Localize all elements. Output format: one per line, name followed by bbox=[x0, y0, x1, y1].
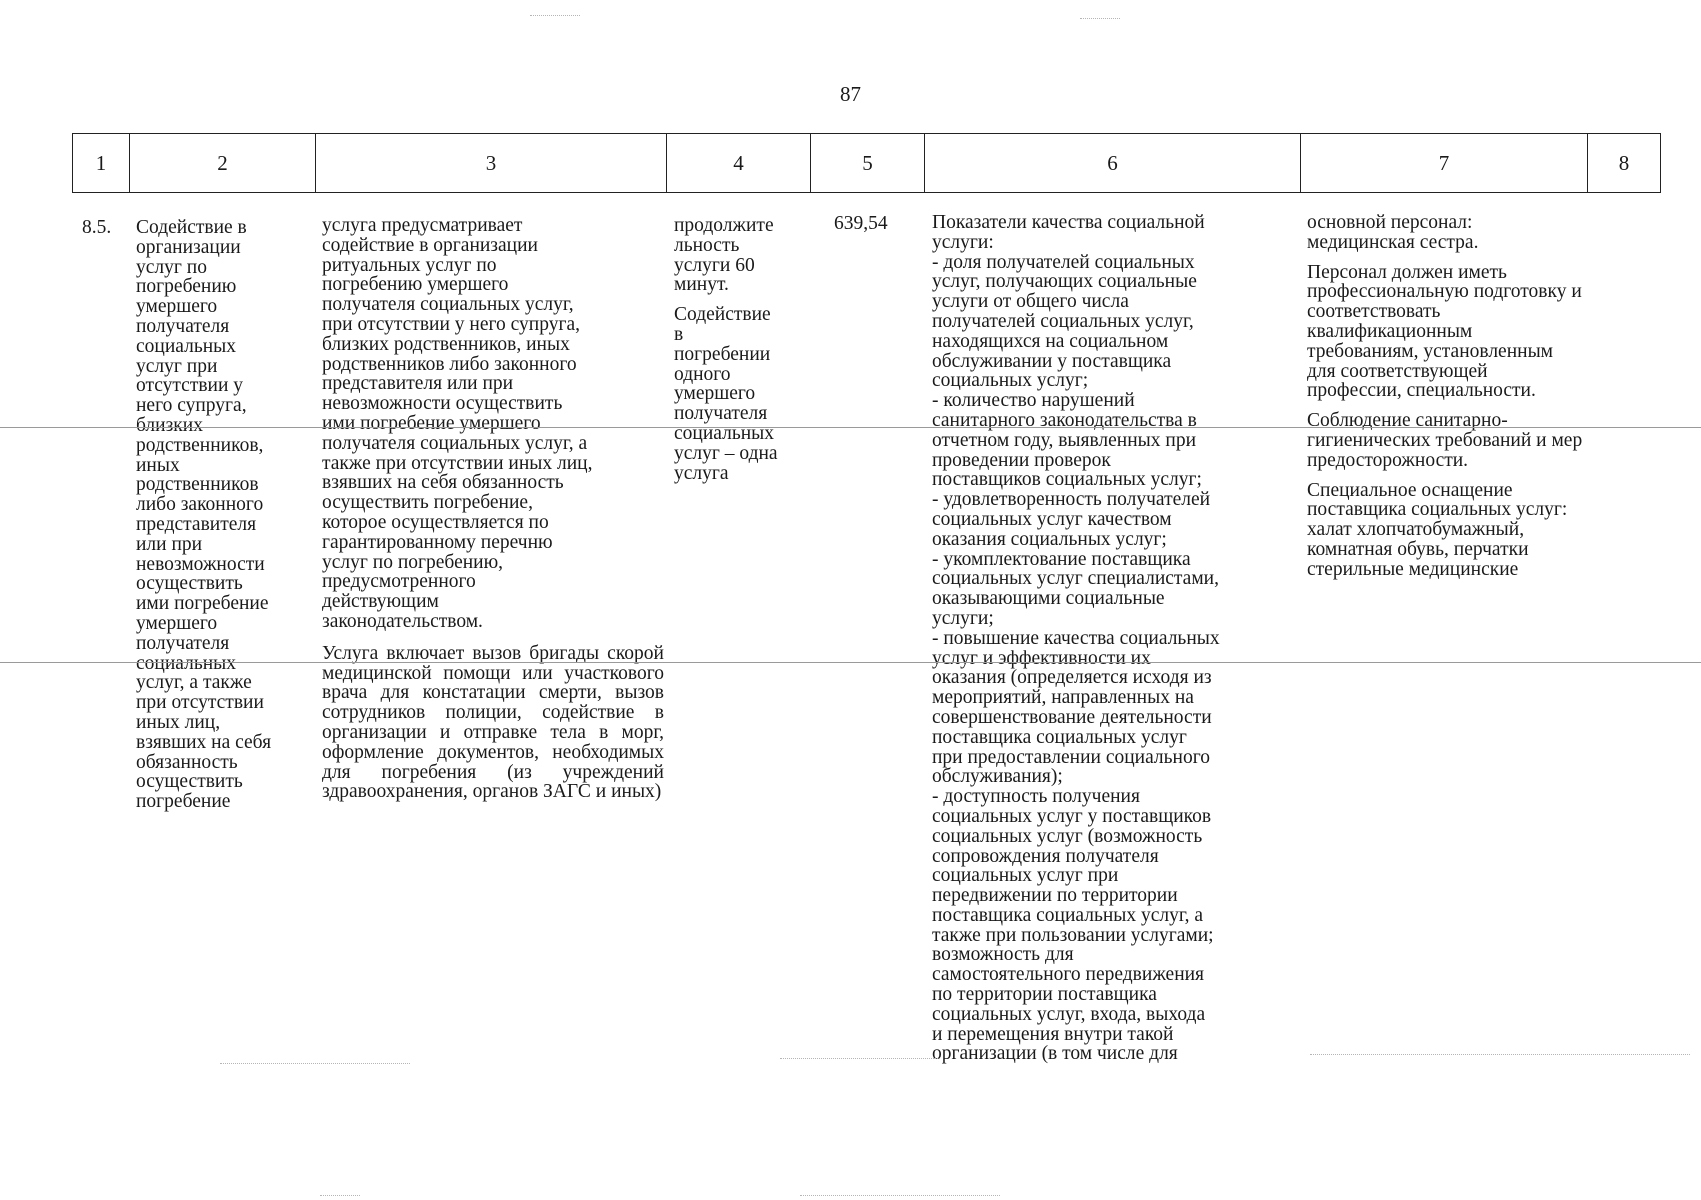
column-number-7: 7 bbox=[1301, 134, 1588, 193]
service-description-includes: Услуга включает вызов бригады скорой медицинской помощи или участкового врача для констатации смерти, вызов сотрудников полиции, содействие в организации и отправке тела в морг, оформление документов, необходимых для погребения (из учреждений здравоохранения, органов ЗАГС и иных) bbox=[322, 642, 664, 803]
table-header-row bbox=[72, 133, 1661, 193]
column-number-1: 1 bbox=[73, 134, 130, 193]
scan-speck bbox=[800, 1195, 1000, 1196]
service-description: услуга предусматривает содействие в организации ритуальных услуг по погребению умершего получателя социальных услуг, при отсутствии у него супруга, близких родственников, иных родственников либо законного представителя или при невозможности осуществить ими погребение умершего получателя социальных услуг, а также при отсутствии иных лиц, взявших на себя обязанность осуществить погребение, которое осуществляется по гарантированному перечню услуг по погребению, предусмотренного действующим законодательством. bbox=[322, 215, 593, 632]
column-number-5: 5 bbox=[811, 134, 925, 193]
scan-speck bbox=[1310, 1054, 1690, 1055]
service-description-cell bbox=[322, 216, 667, 812]
column-number-3: 3 bbox=[316, 134, 667, 193]
conditions-equipment: Специальное оснащение поставщика социальных услуг: халат хлопчатобумажный, комнатная обувь, перчатки стерильные медицинские bbox=[1307, 479, 1568, 580]
column-number-6: 6 bbox=[925, 134, 1301, 193]
scan-speck bbox=[220, 1063, 410, 1064]
conditions-staff: основной персонал: медицинская сестра. bbox=[1307, 212, 1479, 253]
column-number-4: 4 bbox=[667, 134, 811, 193]
service-name: Содействие в организации услуг по погребению умершего получателя социальных услуг при отсутствии у него супруга, близких родственников, иных родственников либо законного представителя или при невозможности осуществить ими погребение умершего получателя социальных услуг, а также при отсутствии иных лиц, взявших на себя обязанность осуществить погребение bbox=[136, 217, 272, 813]
column-number-2: 2 bbox=[130, 134, 316, 193]
row-number: 8.5. bbox=[82, 217, 112, 238]
service-volume: Содействие в погребении одного умершего получателя социальных услуг – одна услуга bbox=[674, 304, 778, 484]
scan-line-artifact bbox=[0, 662, 1701, 663]
service-conditions-cell bbox=[1307, 213, 1585, 590]
service-price: 639,54 bbox=[834, 213, 888, 234]
service-duration: продолжите льность услуги 60 минут. bbox=[674, 215, 774, 296]
quality-indicators-cell bbox=[932, 213, 1304, 1064]
service-name-cell bbox=[136, 218, 314, 812]
scan-speck bbox=[780, 1058, 940, 1059]
page-number: 87 bbox=[840, 82, 861, 106]
scan-speck bbox=[320, 1195, 360, 1196]
scan-speck bbox=[1080, 18, 1120, 19]
scan-speck bbox=[530, 15, 580, 16]
column-number-8: 8 bbox=[1588, 134, 1661, 193]
service-volume-cell bbox=[674, 216, 814, 483]
scan-line-artifact bbox=[0, 427, 1701, 428]
conditions-qualification: Персонал должен иметь профессиональную подготовку и соответствовать квалификационным требованиям, установленным для соответствующей профессии, специальности. bbox=[1307, 261, 1582, 402]
conditions-sanitary: Соблюдение санитарно-гигиенических требований и мер предосторожности. bbox=[1307, 410, 1583, 471]
quality-indicators: Показатели качества социальной услуги: - доля получателей социальных услуг, получающих социальные услуги от общего числа получателей социальных услуг, находящихся на социальном обслуживании у поставщика социальных услуг; - количество нарушений санитарного законодательства в отчетном году, выявленных при проведении проверок поставщиков социальных услуг; - удовлетворенность получателей социальных услуг качеством оказания социальных услуг; - укомплектование поставщика социальных услуг специалистами, оказывающими социальные услуги; - повышение качества социальных услуг и эффективности их оказания (определяется исходя из мероприятий, направленных на совершенствование деятельности поставщика социальных услуг при предоставлении социального обслуживания); - доступность получения социальных услуг у поставщиков социальных услуг (возможность сопровождения получателя социальных услуг при передвижении по территории поставщика социальных услуг, а также при пользовании услугами; возможность для самостоятельного передвижения по территории поставщика социальных услуг, входа, выхода и перемещения внутри такой организации (в том числе для bbox=[932, 212, 1220, 1065]
